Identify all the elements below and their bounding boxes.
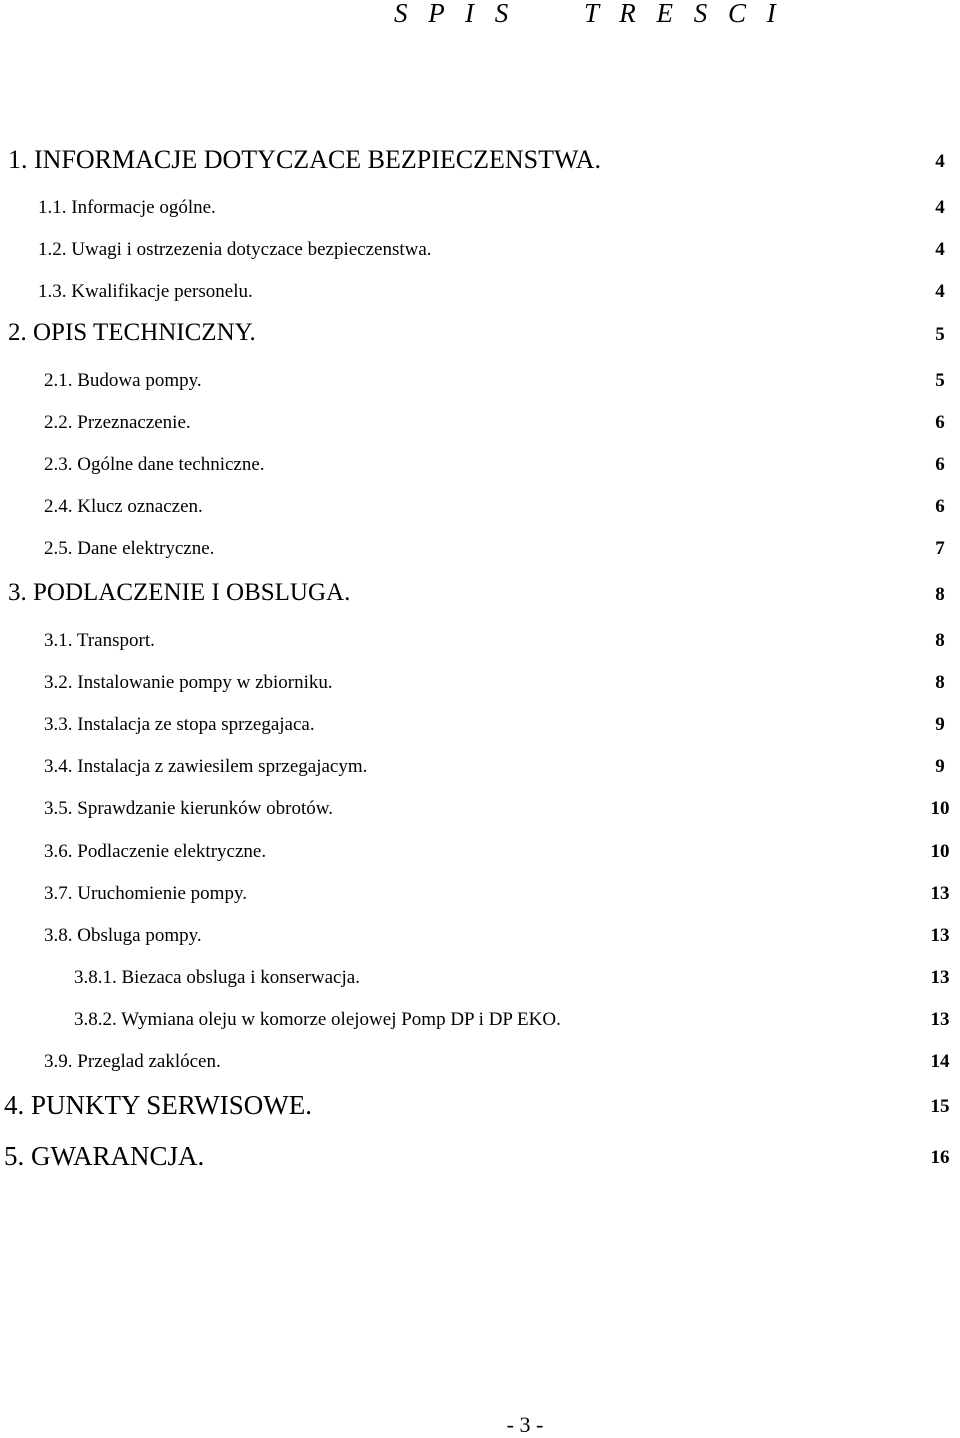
toc-entry-page: 4 <box>935 197 945 218</box>
toc-entry-page: 13 <box>930 925 950 946</box>
toc-entry-page: 13 <box>930 967 950 988</box>
toc-entry-page: 4 <box>935 281 945 302</box>
toc-entry-title: 3. PODLACZENIE I OBSLUGA. <box>8 579 351 606</box>
toc-entry-page: 13 <box>930 1009 950 1030</box>
toc-entry-title: 3.6. Podlaczenie elektryczne. <box>44 841 267 862</box>
toc-entry-page: 4 <box>935 151 945 172</box>
toc-entry-page: 14 <box>930 1051 950 1072</box>
toc-entry-page: 10 <box>930 841 950 862</box>
toc-entry-page: 6 <box>935 412 945 433</box>
toc-entry-title: 3.3. Instalacja ze stopa sprzegajaca. <box>44 714 315 735</box>
toc-entry-title: 2. OPIS TECHNICZNY. <box>8 319 256 346</box>
toc-entry-title: 2.5. Dane elektryczne. <box>44 538 215 559</box>
toc-entry-title: 2.4. Klucz oznaczen. <box>44 496 203 517</box>
toc-entry-page: 4 <box>935 239 945 260</box>
toc-entry-page: 6 <box>935 454 945 475</box>
toc-entry-page: 8 <box>935 584 945 605</box>
toc-entry-page: 7 <box>935 538 945 559</box>
toc-entry-page: 5 <box>935 324 945 345</box>
toc-entry-title: 3.4. Instalacja z zawiesilem sprzegajacym. <box>44 756 368 777</box>
page-title: S P I S T R E S C I <box>394 0 783 28</box>
toc-entry-title: 2.3. Ogólne dane techniczne. <box>44 454 265 475</box>
toc-entry-page: 9 <box>935 756 945 777</box>
toc-entry-page: 13 <box>930 883 950 904</box>
toc-entry-title: 1. INFORMACJE DOTYCZACE BEZPIECZENSTWA. <box>8 145 601 174</box>
toc-entry-page: 8 <box>935 630 945 651</box>
toc-entry-title: 1.1. Informacje ogólne. <box>38 197 216 218</box>
toc-entry-title: 4. PUNKTY SERWISOWE. <box>4 1090 312 1120</box>
toc-entry-title: 2.2. Przeznaczenie. <box>44 412 191 433</box>
toc-entry-title: 3.9. Przeglad zaklócen. <box>44 1051 221 1072</box>
toc-entry-title: 3.8.2. Wymiana oleju w komorze olejowej Pomp DP i DP EKO. <box>74 1009 561 1030</box>
toc-entry-page: 15 <box>930 1096 950 1117</box>
toc-entry-page: 10 <box>930 798 950 819</box>
toc-entry-title: 3.7. Uruchomienie pompy. <box>44 883 247 904</box>
toc-entry-page: 9 <box>935 714 945 735</box>
toc-entry-page: 8 <box>935 672 945 693</box>
toc-entry-title: 3.8.1. Biezaca obsluga i konserwacja. <box>74 967 360 988</box>
toc-entry-title: 1.2. Uwagi i ostrzezenia dotyczace bezpieczenstwa. <box>38 239 432 260</box>
toc-entry-title: 1.3. Kwalifikacje personelu. <box>38 281 253 302</box>
toc-entry-page: 16 <box>930 1147 950 1168</box>
page-number-footer: - 3 - <box>506 1412 544 1437</box>
toc-entry-title: 3.2. Instalowanie pompy w zbiorniku. <box>44 672 333 693</box>
toc-entry-title: 2.1. Budowa pompy. <box>44 370 202 391</box>
toc-entry-page: 6 <box>935 496 945 517</box>
toc-entry-title: 3.8. Obsluga pompy. <box>44 925 202 946</box>
toc-entry-page: 5 <box>935 370 945 391</box>
toc-entry-title: 5. GWARANCJA. <box>4 1141 205 1171</box>
toc-entry-title: 3.5. Sprawdzanie kierunków obrotów. <box>44 798 333 819</box>
toc-entry-title: 3.1. Transport. <box>44 630 155 651</box>
